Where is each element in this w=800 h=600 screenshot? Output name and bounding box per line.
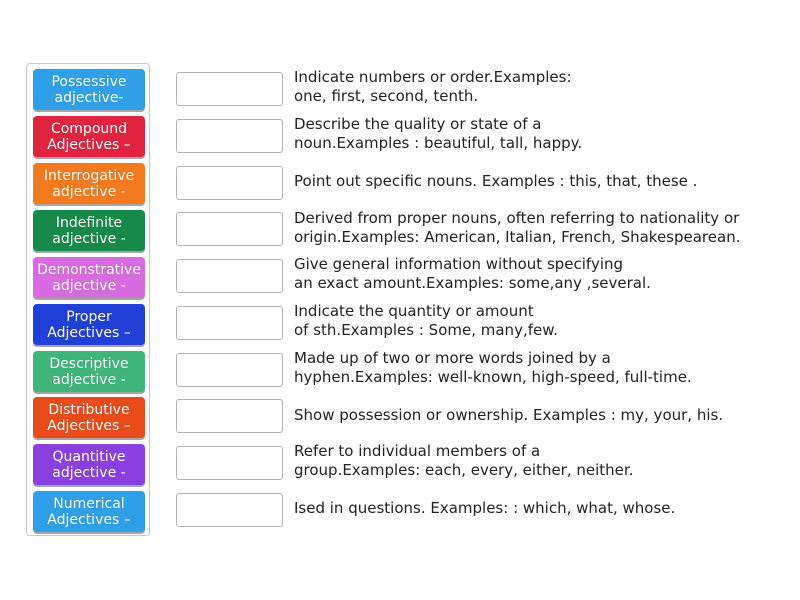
description-1: Indicate numbers or order.Examples: one, first, second, tenth. xyxy=(294,68,572,105)
description-5: Give general information without specifying an exact amount.Examples: some,any ,several. xyxy=(294,255,651,292)
description-8: Show possession or ownership. Examples : my, your, his. xyxy=(294,405,724,424)
tile-interrogative-adjective[interactable]: Interrogative adjective - xyxy=(33,163,145,204)
drop-box-5[interactable] xyxy=(176,259,283,293)
tile-numerical-adjectives[interactable]: Numerical Adjectives – xyxy=(33,491,145,532)
tile-compound-adjectives[interactable]: Compound Adjectives – xyxy=(33,116,145,157)
tile-proper-adjectives[interactable]: Proper Adjectives – xyxy=(33,304,145,345)
drop-box-8[interactable] xyxy=(176,399,283,433)
drop-box-6[interactable] xyxy=(176,306,283,340)
drop-box-2[interactable] xyxy=(176,119,283,153)
tile-indefinite-adjective[interactable]: Indefinite adjective - xyxy=(33,210,145,251)
drop-box-9[interactable] xyxy=(176,446,283,480)
description-6: Indicate the quantity or amount of sth.Examples : Some, many,few. xyxy=(294,302,558,339)
drop-box-4[interactable] xyxy=(176,212,283,246)
drop-box-3[interactable] xyxy=(176,166,283,200)
description-2: Describe the quality or state of a noun.Examples : beautiful, tall, happy. xyxy=(294,115,583,152)
drop-box-10[interactable] xyxy=(176,493,283,527)
tile-distributive-adjectives[interactable]: Distributive Adjectives – xyxy=(33,397,145,438)
description-9: Refer to individual members of a group.Examples: each, every, either, neither. xyxy=(294,442,634,479)
tile-panel xyxy=(26,63,150,536)
tile-possessive-adjective[interactable]: Possessive adjective- xyxy=(33,69,145,110)
description-10: Ised in questions. Examples: : which, what, whose. xyxy=(294,498,676,517)
tile-descriptive-adjective[interactable]: Descriptive adjective - xyxy=(33,351,145,392)
drop-box-1[interactable] xyxy=(176,72,283,106)
drop-box-7[interactable] xyxy=(176,353,283,387)
tile-quantitive-adjective[interactable]: Quantitive adjective - xyxy=(33,444,145,485)
tile-demonstrative-adjective[interactable]: Demonstrative adjective - xyxy=(33,257,145,298)
description-7: Made up of two or more words joined by a hyphen.Examples: well-known, high-speed, full-time. xyxy=(294,349,692,386)
description-3: Point out specific nouns. Examples : this, that, these . xyxy=(294,171,698,190)
description-4: Derived from proper nouns, often referring to nationality or origin.Examples: American, Italian, French, Shakespearean. xyxy=(294,209,741,246)
